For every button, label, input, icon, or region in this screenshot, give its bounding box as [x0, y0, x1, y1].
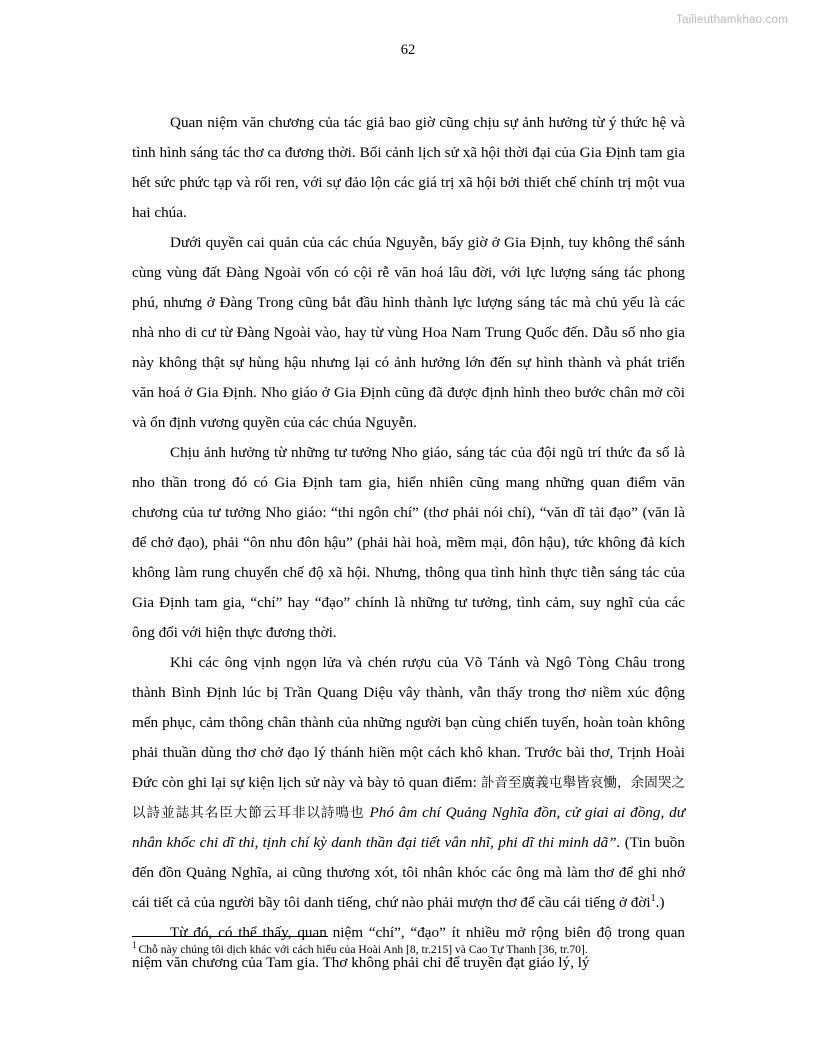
paragraph-1: Quan niệm văn chương của tác giả bao giờ cũng chịu sự ảnh hưởng từ ý thức hệ và tình hình sáng tác thơ ca đương thời. Bối cảnh lịch sử xã hội thời đại của Gia Định tam gia hết sức phức tạp và rối ren, với sự đảo lộn các giá trị xã hội bởi thiết chế chính trị một vua hai chúa. — [132, 114, 685, 221]
paragraph-2: Dưới quyền cai quản của các chúa Nguyễn, bấy giờ ở Gia Định, tuy không thể sánh cùng vùng đất Đàng Ngoài vốn có cội rễ văn hoá lâu đời, với lực lượng sáng tác phong phú, nhưng ở Đàng Trong cũng bắt đầu hình thành lực lượng sáng tác mà chủ yếu là các nhà nho di cư từ Đàng Ngoài vào, hay từ vùng Hoa Nam Trung Quốc đến. Dẫu số nho gia này không thật sự hùng hậu nhưng lại có ảnh hưởng lớn đến sự hình thành và phát triển văn hoá ở Gia Định. Nho giáo ở Gia Định cũng đã được định hình theo bước chân mở cõi và ổn định vương quyền của các chúa Nguyễn. — [132, 234, 685, 431]
footnote-area — [132, 936, 685, 958]
paragraph-4-tail: .) — [655, 894, 665, 911]
paragraph-4-translation: (Tin buồn đến đồn Quảng Nghĩa, ai cũng thương xót, tôi nhân khóc các ông mà làm thơ để ghi nhớ cái tiết cả của người bầy tôi danh tiếng, chứ nào phải mượn thơ để cầu cái tiếng ở đời — [132, 834, 685, 911]
page-number: 62 — [400, 42, 416, 58]
footnote-marker: 1 — [132, 940, 137, 951]
paragraph-5: Từ đó, có thể thấy, quan niệm “chí”, “đạo” ít nhiều mở rộng biên độ trong quan niệm văn chương của Tam gia. Thơ không phải chỉ để truyền đạt giáo lý, lý — [132, 924, 685, 971]
romanized-quotation: Phó âm chí Quảng Nghĩa đồn, cử giai ai đồng, dư nhân khốc chi dĩ thi, tịnh chí kỳ danh thần đại tiết vân nhĩ, phi dĩ thi minh dã”. — [132, 804, 685, 851]
footnote-1 — [132, 942, 685, 958]
watermark-text: Tailieuthamkhao.com — [676, 14, 788, 26]
footnote-reference-1[interactable]: 1 — [650, 892, 656, 904]
footnote-body: Chỗ này chúng tôi dịch khác với cách hiểu của Hoài Anh [8, tr.215] và Cao Tự Thanh [36, tr.70]. — [138, 943, 588, 956]
chinese-quotation: 訃音至廣義屯舉皆哀慟，余固哭之以詩並誌其名臣大節云耳非以詩鳴也 — [132, 775, 685, 821]
paragraph-4 — [132, 648, 685, 918]
footnote-separator — [132, 936, 328, 937]
paragraph-3: Chịu ảnh hưởng từ những tư tưởng Nho giáo, sáng tác của đội ngũ trí thức đa số là nho thần trong đó có Gia Định tam gia, hiển nhiên cũng mang những quan điểm văn chương của tư tưởng Nho giáo: “thi ngôn chí” (thơ phải nói chí), “văn dĩ tải đạo” (văn là để chở đạo), phải “ôn nhu đôn hậu” (phải hài hoà, mềm mại, đôn hậu), tức không đả kích không làm rung chuyển chế độ xã hội. Nhưng, thông qua tình hình thực tiễn sáng tác của Gia Định tam gia, “chí” hay “đạo” chính là những tư tưởng, tình cảm, suy nghĩ của các ông đối với hiện thực đương thời. — [132, 444, 685, 641]
body-text-column — [132, 108, 685, 978]
paragraph-4-lead: Khi các ông vịnh ngọn lửa và chén rượu của Võ Tánh và Ngô Tòng Châu trong thành Bình Định lúc bị Trần Quang Diệu vây thành, vẫn thấy trong thơ niềm xúc động mến phục, cảm thông chân thành của những người bạn cùng chiến tuyến, hoàn toàn không phải thuần dùng thơ chở đạo lý thánh hiền một cách khô khan. Trước bài thơ, Trịnh Hoài Đức còn ghi lại sự kiện lịch sử này và bày tỏ quan điểm: — [132, 654, 685, 791]
